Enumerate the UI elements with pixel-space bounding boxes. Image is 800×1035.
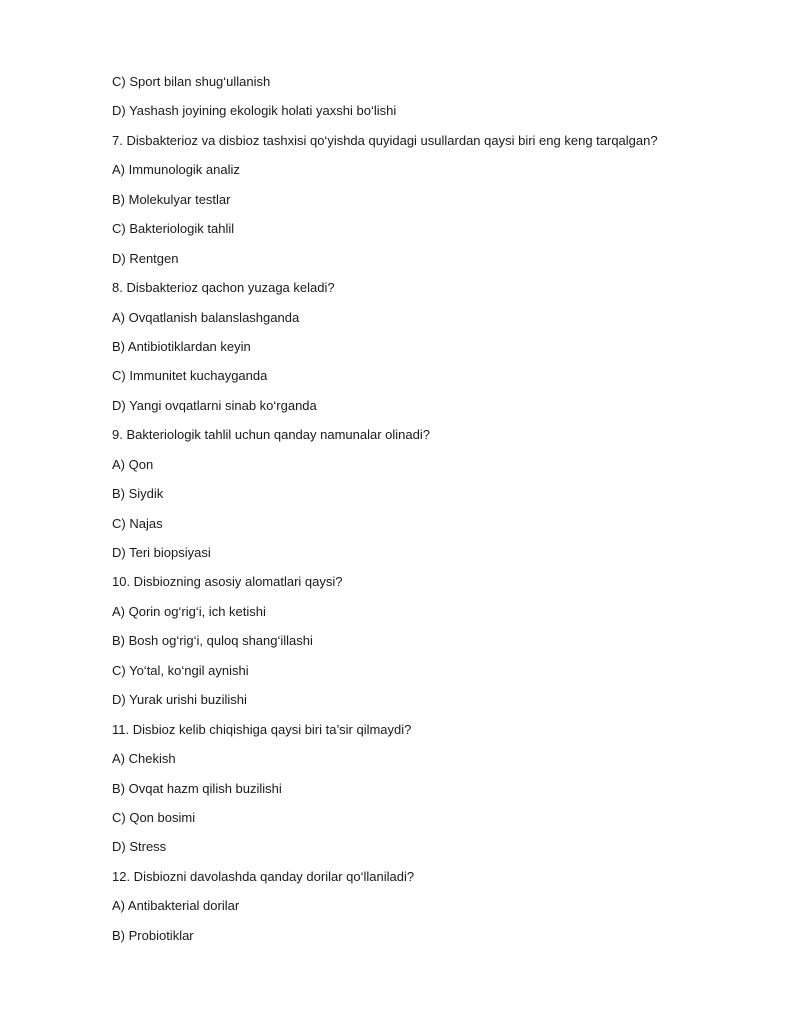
question-text: 9. Bakteriologik tahlil uchun qanday namunalar olinadi?	[112, 427, 430, 443]
answer-option: B) Ovqat hazm qilish buzilishi	[112, 780, 282, 796]
answer-option: C) Qon bosimi	[112, 809, 196, 825]
question-text: 8. Disbakterioz qachon yuzaga keladi?	[112, 280, 335, 296]
answer-option: D) Rentgen	[112, 250, 179, 266]
answer-option: D) Yashash joyining ekologik holati yaxshi bo‘lishi	[112, 103, 397, 119]
document-text	[112, 72, 732, 955]
answer-option: D) Yurak urishi buzilishi	[112, 692, 247, 708]
answer-option: B) Molekulyar testlar	[112, 191, 231, 207]
answer-option: B) Antibiotiklardan keyin	[112, 338, 251, 354]
answer-option: A) Qorin og‘rig‘i, ich ketishi	[112, 603, 266, 619]
answer-option: A) Ovqatlanish balanslashganda	[112, 309, 300, 325]
answer-option: C) Bakteriologik tahlil	[112, 221, 235, 237]
answer-option: C) Yo‘tal, ko‘ngil aynishi	[112, 662, 249, 678]
question-text: 7. Disbakterioz va disbioz tashxisi qo‘yishda quyidagi usullardan qaysi biri eng keng tarqalgan?	[112, 132, 658, 148]
answer-option: C) Najas	[112, 515, 163, 531]
answer-option: C) Sport bilan shug‘ullanish	[112, 74, 271, 89]
answer-option: D) Yangi ovqatlarni sinab ko‘rganda	[112, 397, 317, 413]
answer-option: A) Antibakterial dorilar	[112, 898, 240, 914]
question-text: 12. Disbiozni davolashda qanday dorilar qo‘llaniladi?	[112, 868, 415, 884]
question-text: 10. Disbiozning asosiy alomatlari qaysi?	[112, 574, 343, 590]
answer-option: B) Siydik	[112, 486, 164, 502]
answer-option: C) Immunitet kuchayganda	[112, 368, 268, 384]
answer-option: A) Chekish	[112, 751, 176, 767]
answer-option: D) Teri biopsiyasi	[112, 545, 211, 560]
answer-option: A) Qon	[112, 456, 154, 472]
answer-option: D) Stress	[112, 839, 167, 855]
answer-option: A) Immunologik analiz	[112, 162, 240, 178]
answer-option: B) Probiotiklar	[112, 927, 194, 943]
question-text: 11. Disbioz kelib chiqishiga qaysi biri ta’sir qilmaydi?	[112, 721, 412, 737]
answer-option: B) Bosh og‘rig‘i, quloq shang‘illashi	[112, 633, 313, 649]
